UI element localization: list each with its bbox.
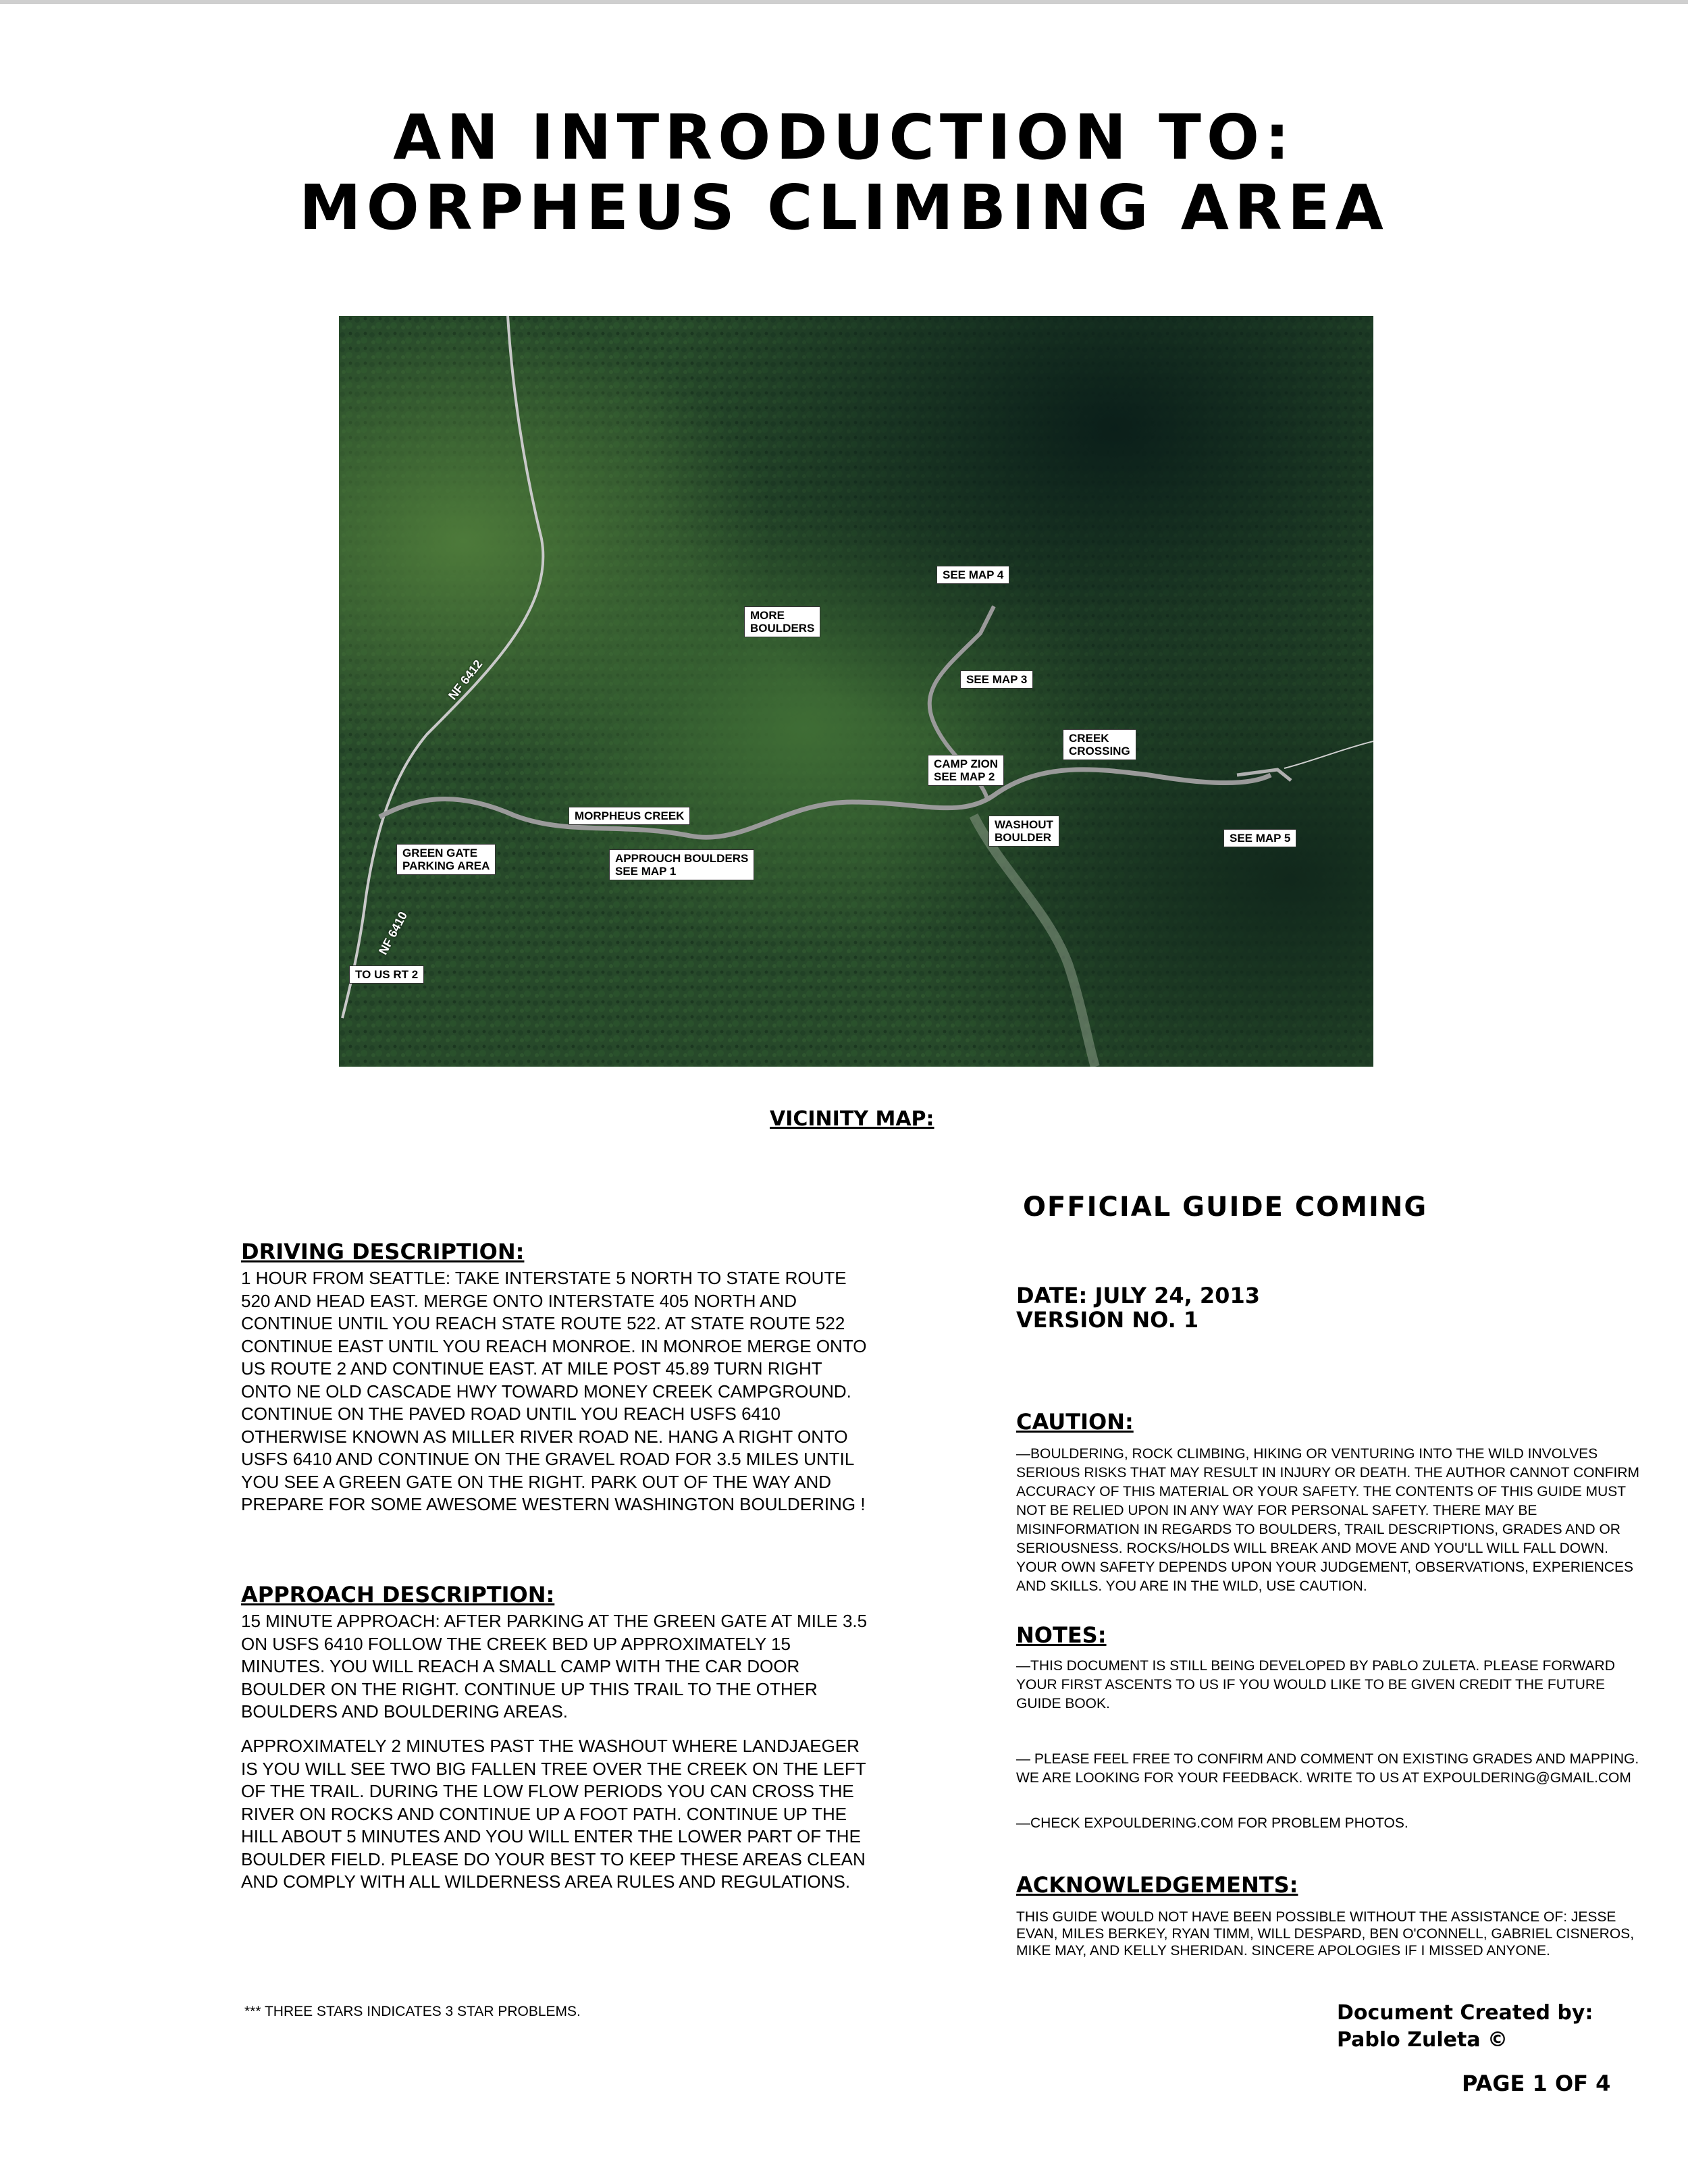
map-caption: VICINITY MAP: <box>770 1107 934 1131</box>
note-2: — PLEASE FEEL FREE TO CONFIRM AND COMMENT ON EXISTING GRADES AND MAPPING. WE ARE LOOKING FOR YOUR FEEDBACK. WRITE TO US AT EXPOULDERING@GMAIL.COM <box>1016 1751 1639 1786</box>
notes-heading: NOTES: <box>1016 1622 1107 1648</box>
map-label-to-us-rt-2: TO US RT 2 <box>349 965 424 984</box>
driving-heading: DRIVING DESCRIPTION: <box>241 1239 525 1264</box>
driving-text: 1 HOUR FROM SEATTLE: TAKE INTERSTATE 5 NORTH TO STATE ROUTE 520 AND HEAD EAST. MERGE ONTO INTERSTATE 405 NORTH AND CONTINUE UNTIL YOU REACH STATE ROUTE 522. AT STATE ROUTE 522 CONTINUE EAST UNTIL YOU REACH MONROE. IN MONROE MERGE ONTO US ROUTE 2 AND CONTINUE EAST. AT MILE POST 45.89 TURN RIGHT ONTO NE OLD CASCADE HWY TOWARD MONEY CREEK CAMPGROUND. CONTINUE ON THE PAVED ROAD UNTIL YOU REACH USFS 6410 OTHERWISE KNOWN AS MILLER RIVER ROAD NE. HANG A RIGHT ONTO USFS 6410 AND CONTINUE ON THE GRAVEL ROAD FOR 3.5 MILES UNTIL YOU SEE A GREEN GATE ON THE RIGHT. PARK OUT OF THE WAY AND PREPARE FOR SOME AWESOME WESTERN WASHINGTON BOULDERING ! <box>241 1268 867 1514</box>
page-title-line-1: AN INTRODUCTION TO: <box>393 101 1295 174</box>
approach-text-1: 15 MINUTE APPROACH: AFTER PARKING AT THE GREEN GATE AT MILE 3.5 ON USFS 6410 FOLLOW THE CREEK BED UP APPROXIMATELY 15 MINUTES. YOU WILL REACH A SMALL CAMP WITH THE CAR DOOR BOULDER ON THE RIGHT. CONTINUE UP THIS TRAIL TO THE OTHER BOULDERS AND BOULDERING AREAS. <box>241 1611 868 1722</box>
star-footnote: *** THREE STARS INDICATES 3 STAR PROBLEMS. <box>244 2004 581 2019</box>
note-3: —CHECK EXPOULDERING.COM FOR PROBLEM PHOTOS. <box>1016 1815 1408 1831</box>
caution-text: —BOULDERING, ROCK CLIMBING, HIKING OR VENTURING INTO THE WILD INVOLVES SERIOUS RISKS THAT MAY RESULT IN INJURY OR DEATH. THE AUTHOR CANNOT CONFIRM ACCURACY OF THIS MATERIAL OR YOUR SAFETY. THE CONTENTS OF THIS GUIDE MUST NOT BE RELIED UPON IN ANY WAY FOR PERSONAL SAFETY. THERE MAY BE MISINFORMATION IN REGARDS TO BOULDERS, TRAIL DESCRIPTIONS, GRADES AND OR SERIOUSNESS. ROCKS/HOLDS WILL BREAK AND MOVE AND YOU'LL WILL FALL DOWN. YOUR OWN SAFETY DEPENDS UPON YOUR JUDGEMENT, OBSERVATIONS, EXPERIENCES AND SKILLS. YOU ARE IN THE WILD, USE CAUTION. <box>1016 1446 1639 1594</box>
road-label-nf-6410: NF 6410 <box>376 909 411 957</box>
acknowledgements-text: THIS GUIDE WOULD NOT HAVE BEEN POSSIBLE WITHOUT THE ASSISTANCE OF: JESSE EVAN, MILES BERKEY, RYAN TIMM, WILL DESPARD, BEN O'CONNELL, GABRIEL CISNEROS, MIKE MAY, AND KELLY SHERIDAN. SINCERE APOLOGIES IF I MISSED ANYONE. <box>1016 1909 1635 1959</box>
map-label-creek-crossing: CREEK CROSSING <box>1063 729 1136 760</box>
approach-text-2: APPROXIMATELY 2 MINUTES PAST THE WASHOUT WHERE LANDJAEGER IS YOU WILL SEE TWO BIG FALLEN TREE OVER THE CREEK ON THE LEFT OF THE TRAIL. DURING THE LOW FLOW PERIODS YOU CAN CROSS THE RIVER ON ROCKS AND CONTINUE UP A FOOT PATH. CONTINUE UP THE HILL ABOUT 5 MINUTES AND YOU WILL ENTER THE LOWER PART OF THE BOULDER FIELD. PLEASE DO YOUR BEST TO KEEP THESE AREAS CLEAN AND COMPLY WITH ALL WILDERNESS AREA RULES AND REGULATIONS. <box>241 1736 866 1892</box>
top-border <box>0 0 1688 4</box>
map-label-see-map-5: SEE MAP 5 <box>1223 829 1296 847</box>
map-label-see-map-3: SEE MAP 3 <box>960 670 1033 689</box>
map-label-washout-boulder: WASHOUT BOULDER <box>988 816 1059 847</box>
created-by-label: Document Created by: <box>1337 2001 1593 2025</box>
caution-heading: CAUTION: <box>1016 1409 1134 1435</box>
road-label-nf-6412: NF 6412 <box>446 657 485 703</box>
acknowledgements-heading: ACKNOWLEDGEMENTS: <box>1016 1872 1298 1898</box>
aerial-photo <box>339 316 1373 1067</box>
author-name: Pablo Zuleta © <box>1337 2028 1508 2052</box>
vicinity-map <box>339 316 1373 1067</box>
document-date: DATE: JULY 24, 2013 <box>1016 1283 1260 1308</box>
page-number: PAGE 1 OF 4 <box>1462 2071 1611 2096</box>
official-guide-notice: OFFICIAL GUIDE COMING <box>1023 1192 1428 1223</box>
document-version: VERSION NO. 1 <box>1016 1307 1199 1333</box>
map-label-approach-boulders: APPROUCH BOULDERS SEE MAP 1 <box>609 849 754 880</box>
note-1: —THIS DOCUMENT IS STILL BEING DEVELOPED BY PABLO ZULETA. PLEASE FORWARD YOUR FIRST ASCENTS TO US IF YOU WOULD LIKE TO BE GIVEN CREDIT THE FUTURE GUIDE BOOK. <box>1016 1658 1615 1711</box>
map-label-green-gate: GREEN GATE PARKING AREA <box>396 844 496 875</box>
map-label-camp-zion: CAMP ZION SEE MAP 2 <box>928 755 1004 786</box>
map-label-see-map-4: SEE MAP 4 <box>937 566 1009 584</box>
map-label-morpheus-creek: MORPHEUS CREEK <box>569 807 690 825</box>
page-title-line-2: MORPHEUS CLIMBING AREA <box>299 171 1389 244</box>
approach-heading: APPROACH DESCRIPTION: <box>241 1582 555 1607</box>
map-label-more-boulders: MORE BOULDERS <box>744 606 820 637</box>
